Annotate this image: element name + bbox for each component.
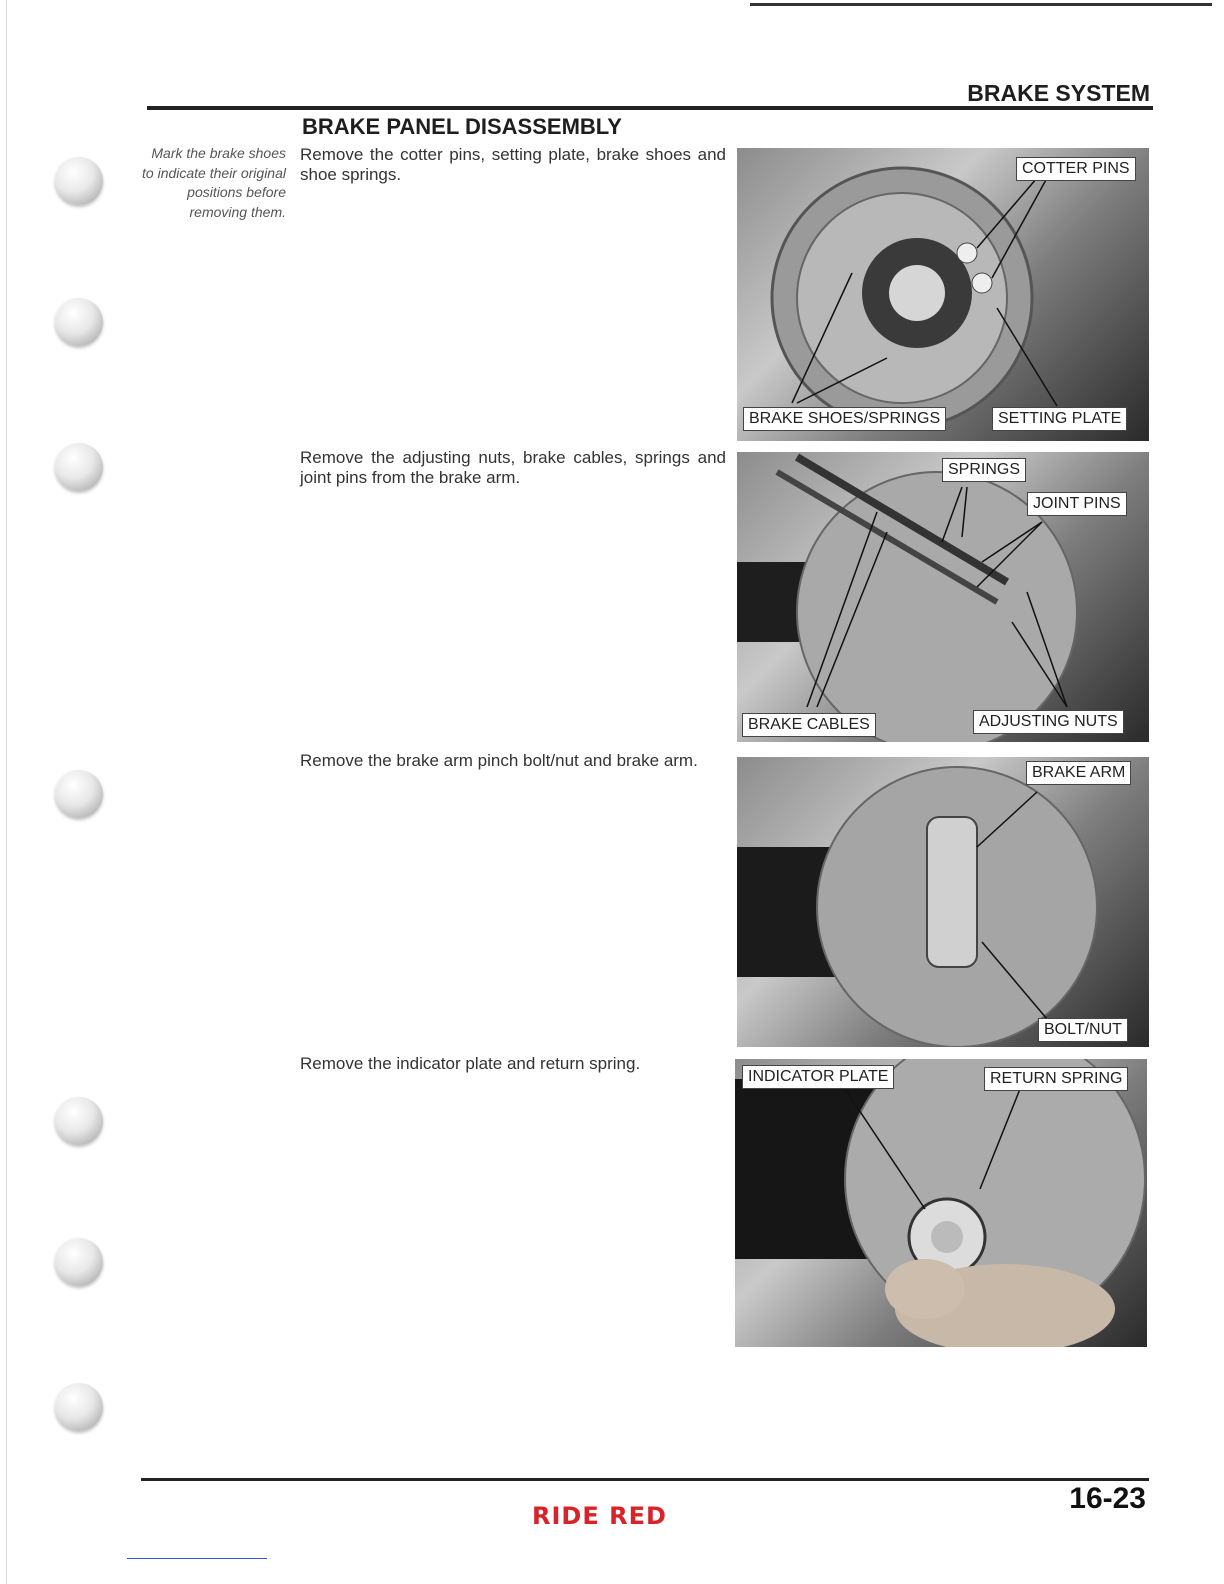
callout-adjusting-nuts: ADJUSTING NUTS [973, 710, 1124, 734]
photo-illustration [737, 148, 1149, 441]
binder-hole [55, 1097, 103, 1145]
callout-springs: SPRINGS [942, 458, 1026, 482]
step-3-text: Remove the brake arm pinch bolt/nut and brake arm. [300, 751, 698, 770]
binder-hole [55, 1238, 103, 1286]
photo-brake-arm [737, 757, 1149, 1047]
step-2-text: Remove the adjusting nuts, brake cables, springs and joint pins from the brake arm. [300, 448, 726, 487]
callout-joint-pins: JOINT PINS [1027, 492, 1127, 516]
side-note: Mark the brake shoes to indicate their original positions before removing them. [142, 145, 286, 220]
bottom-rule [127, 1558, 267, 1559]
callout-cotter-pins: COTTER PINS [1016, 157, 1136, 181]
step-4-text: Remove the indicator plate and return spring. [300, 1054, 641, 1073]
page-number: 16-23 [1069, 1482, 1146, 1515]
section-title: BRAKE SYSTEM [967, 80, 1150, 106]
binder-hole [55, 443, 103, 491]
callout-indicator-plate: INDICATOR PLATE [742, 1065, 894, 1089]
callout-brake-cables: BRAKE CABLES [742, 713, 876, 737]
callout-setting-plate: SETTING PLATE [992, 407, 1127, 431]
step-1-text: Remove the cotter pins, setting plate, brake shoes and shoe springs. [300, 145, 726, 184]
binder-hole [55, 1383, 103, 1431]
header-rule [147, 106, 1153, 110]
photo-brake-panel [737, 148, 1149, 441]
binder-hole [55, 157, 103, 205]
top-rule [750, 3, 1212, 6]
page-edge [6, 0, 7, 1584]
photo-indicator-plate [735, 1059, 1147, 1347]
binder-hole [55, 770, 103, 818]
photo-illustration [737, 757, 1149, 1047]
footer-rule [141, 1478, 1149, 1481]
callout-brake-shoes-springs: BRAKE SHOES/SPRINGS [743, 407, 946, 431]
callout-return-spring: RETURN SPRING [984, 1067, 1128, 1091]
photo-illustration [735, 1059, 1147, 1347]
page-subtitle: BRAKE PANEL DISASSEMBLY [302, 114, 622, 139]
photo-brake-arm-cables [737, 452, 1149, 742]
footer-brand: RIDE RED [532, 1502, 667, 1530]
binder-hole [55, 298, 103, 346]
callout-brake-arm: BRAKE ARM [1026, 761, 1131, 785]
callout-bolt-nut: BOLT/NUT [1038, 1018, 1128, 1042]
